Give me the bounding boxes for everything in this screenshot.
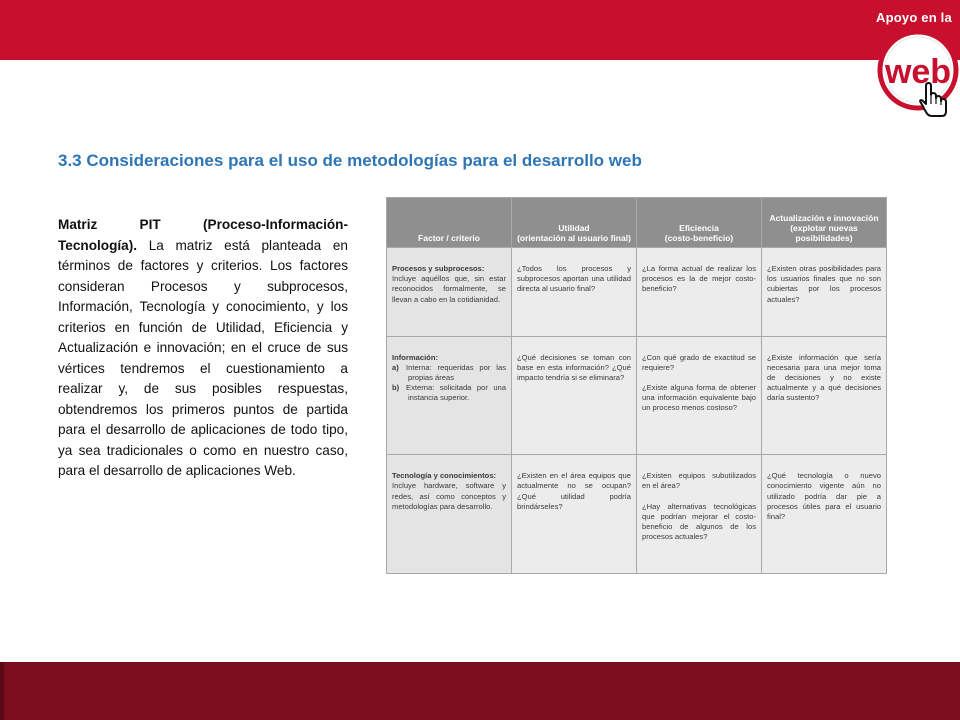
- header-utilidad: Utilidad (orientación al usuario final): [512, 198, 637, 248]
- bottom-banner: [0, 662, 960, 720]
- page-title: 3.3 Consideraciones para el uso de metodologías para el desarrollo web: [58, 151, 642, 170]
- top-banner: [0, 0, 960, 60]
- factor-cell: Procesos y subprocesos: Incluye aquéllos que, sin estar reconocidos formalmente, se llevan a cabo en la cotidianidad.: [387, 248, 512, 337]
- table-row: [387, 336, 887, 455]
- description-lead: Matriz PIT (Proceso-Información-Tecnología).: [58, 217, 348, 253]
- table-row: [387, 248, 887, 337]
- badge-label: Apoyo en la: [876, 10, 952, 25]
- innovacion-cell: ¿Qué tecnología o nuevo conocimiento vigente aún no utilizado podría dar pie a procesos útiles para el usuario final?: [762, 455, 887, 574]
- utilidad-cell: ¿Existen en el área equipos que actualmente no se ocupan? ¿Qué utilidad podría brindárseles?: [512, 455, 637, 574]
- pit-matrix-table: [386, 197, 887, 574]
- factor-cell: Tecnología y conocimientos: Incluye hardware, software y redes, así como conceptos y metodologías para desarrollo.: [387, 455, 512, 574]
- description-text: La matriz está planteada en términos de factores y criterios. Los factores consideran Procesos y subprocesos, Información, Tecnología y conocimiento, y los criterios en función de Utilidad, Eficiencia y Actualización e innovación; en el cruce de sus vértices tendremos el cuestionamiento a realizar y, de sus posibles respuestas, obtendremos los primeros puntos de partida para el desarrollo de aplicaciones de todo tipo, ya sea tradicionales o como en nuestro caso, para el desarrollo de aplicaciones Web.: [58, 237, 348, 478]
- utilidad-cell: ¿Todos los procesos y subprocesos aportan una utilidad directa al usuario final?: [512, 248, 637, 337]
- header-eficiencia: Eficiencia (costo-beneficio): [637, 198, 762, 248]
- logo-word: web: [884, 53, 952, 91]
- web-logo-icon[interactable]: [876, 28, 960, 132]
- header-factor: Factor / criterio: [387, 198, 512, 248]
- eficiencia-cell: ¿Existen equipos subutilizados en el área? ¿Hay alternativas tecnológicas que podrían mejorar el costo-beneficio de algunos de los procesos actuales?: [637, 455, 762, 574]
- header-innovacion: Actualización e innovación (explotar nuevas posibilidades): [762, 198, 887, 248]
- innovacion-cell: ¿Existen otras posibilidades para los usuarios finales que no son cubiertas por los procesos actuales?: [762, 248, 887, 337]
- description-paragraph: [58, 215, 348, 482]
- factor-cell: Información: a) Interna: requeridas por las propias áreas b) Externa: solicitada por una instancia superior.: [387, 336, 512, 455]
- innovacion-cell: ¿Existe información que sería necesaria para una mejor toma de decisiones y no existe actualmente y a qué decisiones daría sustento?: [762, 336, 887, 455]
- eficiencia-cell: ¿Con qué grado de exactitud se requiere? ¿Existe alguna forma de obtener una información equivalente bajo un proceso menos costoso?: [637, 336, 762, 455]
- utilidad-cell: ¿Qué decisiones se toman con base en esta información? ¿Qué impacto tendría si se eliminara?: [512, 336, 637, 455]
- eficiencia-cell: ¿La forma actual de realizar los procesos es la de mejor costo-beneficio?: [637, 248, 762, 337]
- table-row: [387, 455, 887, 574]
